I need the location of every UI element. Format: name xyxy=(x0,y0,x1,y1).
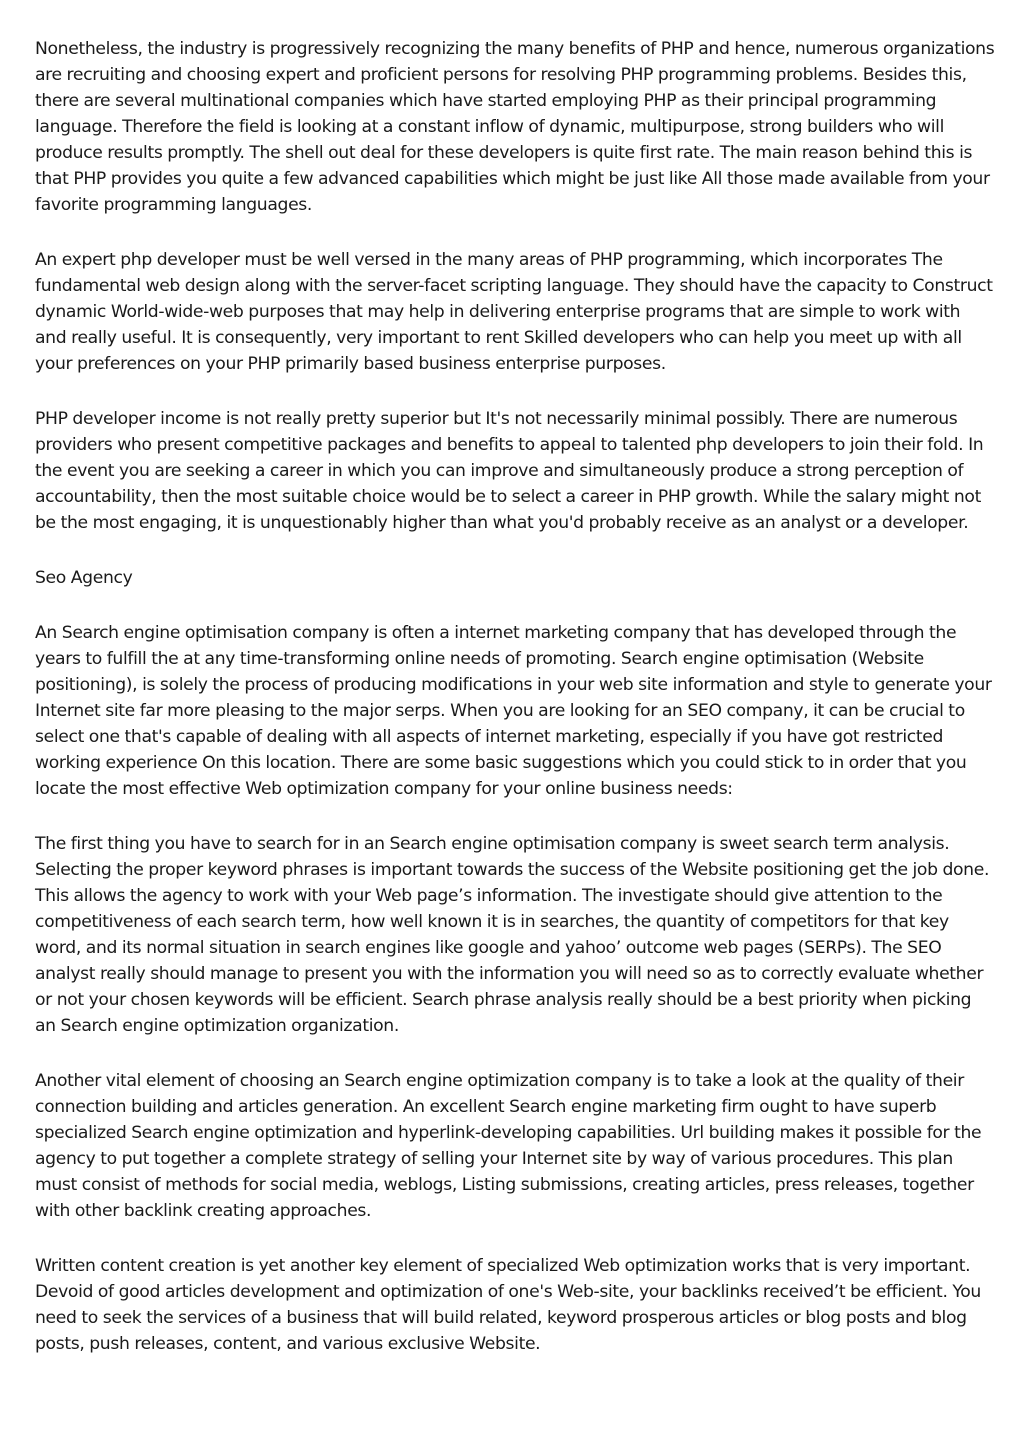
paragraph-link-building: Another vital element of choosing an Search engine optimization company is to take a look at the quality of their connection building and articles generation. An excellent Search engine marketing firm ought to have superb specialized Search engine optimization and hyperlink-developing capabilities. Url building makes it possible for the agency to put together a complete strategy of selling your Internet site by way of various procedures. This plan must consist of methods for social media, weblogs, Listing submissions, creating articles, press releases, together with other backlink creating approaches. xyxy=(35,1071,982,1221)
paragraph-seo-company: An Search engine optimisation company is often a internet marketing company that has developed through the years to fulfill the at any time-transforming online needs of promoting. Search engine optimisation (Website positioning), is solely the process of producing modifications in your web site information and style to generate your Internet site far more pleasing to the major serps. When you are looking for an SEO company, it can be crucial to select one that's capable of dealing with all aspects of internet marketing, especially if you have got restricted working experience On this location. There are some basic suggestions which you could stick to in order that you locate the most effective Web optimization company for your online business needs: xyxy=(35,623,992,799)
paragraph-php-income: PHP developer income is not really pretty superior but It's not necessarily minimal possibly. There are numerous providers who present competitive packages and benefits to appeal to talented php developers to join their fold. In the event you are seeking a career in which you can improve and simultaneously produce a strong perception of accountability, then the most suitable choice would be to select a career in PHP growth. While the salary might not be the most engaging, it is unquestionably higher than what you'd probably receive as an analyst or a developer. xyxy=(35,409,984,533)
paragraph-keyword-analysis: The first thing you have to search for in an Search engine optimisation company is sweet search term analysis. Selecting the proper keyword phrases is important towards the success of the Website positioning get the job done. This allows the agency to work with your Web page’s information. The investigate should give attention to the competitiveness of each search term, how well known it is in searches, the quantity of competitors for that key word, and its normal situation in search engines like google and yahoo’ outcome web pages (SERPs). The SEO analyst really should manage to present you with the information you will need so as to correctly evaluate whether or not your chosen keywords will be efficient. Search phrase analysis really should be a best priority when picking an Search engine optimization organization. xyxy=(35,834,990,1036)
section-heading-seo-agency: Seo Agency xyxy=(35,568,133,588)
document-page xyxy=(35,36,995,1386)
paragraph-php-expert: An expert php developer must be well versed in the many areas of PHP programming, which incorporates The fundamental web design along with the server-facet scripting language. They should have the capacity to Construct dynamic World-wide-web purposes that may help in delivering enterprise programs that are simple to work with and really useful. It is consequently, very important to rent Skilled developers who can help you meet up with all your preferences on your PHP primarily based business enterprise purposes. xyxy=(35,250,993,374)
paragraph-content-creation: Written content creation is yet another key element of specialized Web optimization works that is very important. Devoid of good articles development and optimization of one's Web-site, your backlinks received’t be efficient. You need to seek the services of a business that will build related, keyword prosperous articles or blog posts and blog posts, push releases, content, and various exclusive Website. xyxy=(35,1256,981,1354)
paragraph-php-industry: Nonetheless, the industry is progressively recognizing the many benefits of PHP and hence, numerous organizations are recruiting and choosing expert and proficient persons for resolving PHP programming problems. Besides this, there are several multinational companies which have started employing PHP as their principal programming language. Therefore the field is looking at a constant inflow of dynamic, multipurpose, strong builders who will produce results promptly. The shell out deal for these developers is quite first rate. The main reason behind this is that PHP provides you quite a few advanced capabilities which might be just like All those made available from your favorite programming languages. xyxy=(35,39,995,215)
